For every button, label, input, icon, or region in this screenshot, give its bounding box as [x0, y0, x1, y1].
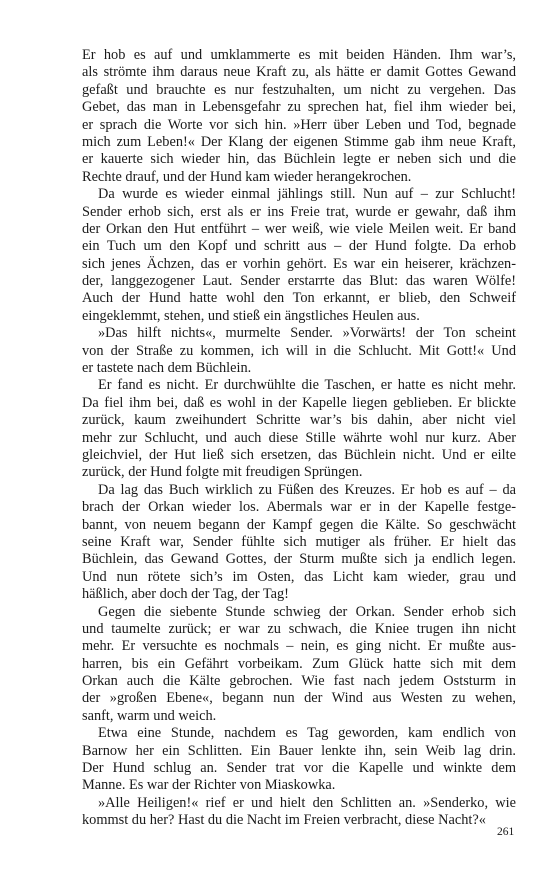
text-line: Da wurde es wieder einmal jählings still. Nun auf – zur Schlucht!	[98, 186, 516, 203]
text-line: Gebet, das man in Lebensgefahr zu sprechen hat, fiel ihm wieder bei,	[82, 99, 516, 116]
text-line: und taumelte zurück; er war zu schwach, die Kniee trugen ihn nicht	[82, 620, 516, 637]
text-line: Barnow her ein Schlitten. Ein Bauer lenkte ihn, sein Weib lag drin.	[82, 742, 516, 759]
text-line: Büchlein, das Gewand Gottes, der Sturm mußte sich ja endlich legen.	[82, 551, 516, 568]
text-line: gleichviel, der Hut ließ sich ersetzen, das Büchlein nicht. Und er eilte	[82, 446, 516, 463]
text-line: mehr zur Schlucht, und auch diese Stille währte wohl nur kurz. Aber	[82, 429, 516, 446]
text-line: Da lag das Buch wirklich zu Füßen des Kreuzes. Er hob es auf – da	[98, 481, 516, 498]
text-line: häßlich, aber doch der Tag, der Tag!	[82, 586, 289, 603]
text-line: zurück, der Hund folgte mit freudigen Sprüngen.	[82, 464, 363, 481]
body-text	[82, 47, 516, 830]
text-line: brach der Orkan wieder los. Abermals war er in der Kapelle festge-	[82, 499, 516, 516]
text-line: er kauerte sich wieder hin, das Büchlein legte er neben sich und die	[82, 151, 516, 168]
text-line: Gegen die siebente Stunde schwieg der Orkan. Sender erhob sich	[98, 603, 516, 620]
text-line: »Das hilft nichts«, murmelte Sender. »Vorwärts! der Ton scheint	[98, 325, 516, 342]
text-line: Auch der Hund hatte wohl den Ton erkannt, er blieb, den Schweif	[82, 290, 516, 307]
text-line: zurück, kaum zweihundert Schritte war’s bis dahin, aber nicht viel	[82, 412, 516, 429]
text-line: ein Tuch um den Kopf und schritt aus – der Hund folgte. Da erhob	[82, 238, 516, 255]
page-number: 261	[497, 826, 515, 838]
text-line: Orkan auch die Kälte gebrochen. Wie fast nach jedem Oststurm in	[82, 673, 516, 690]
text-line: eingeklemmt, stehen, und stieß ein ängstliches Heulen aus.	[82, 307, 420, 324]
text-line: »Alle Heiligen!« rief er und hielt den Schlitten an. »Senderko, wie	[98, 794, 516, 811]
text-line: der Orkan den Hut entführt – wer weiß, wie viele Meilen weit. Er band	[82, 220, 516, 237]
text-line: Der Hund schlug an. Sender trat vor die Kapelle und winkte dem	[82, 760, 516, 777]
text-line: Er fand es nicht. Er durchwühlte die Taschen, er hatte es nicht mehr.	[98, 377, 516, 394]
text-line: Manne. Es war der Richter von Miaskowka.	[82, 777, 336, 794]
text-line: gefaßt und brauchte es nur festzuhalten, um nicht zu vergehen. Das	[82, 81, 516, 98]
text-line: bannt, von neuem begann der Kampf gegen die Kälte. So geschwächt	[82, 516, 516, 533]
text-line: sanft, warm und weich.	[82, 707, 217, 724]
text-line: mich zum Leben!« Der Klang der eigenen Stimme gab ihm neue Kraft,	[82, 133, 516, 150]
text-line: mehr. Er versuchte es nochmals – nein, es ging nicht. Er mußte aus-	[82, 638, 516, 655]
text-line: Rechte drauf, und der Hund kam wieder herangekrochen.	[82, 168, 412, 185]
text-line: von der Straße zu kommen, ich will in die Schlucht. Mit Gott!« Und	[82, 342, 516, 359]
text-line: Er hob es auf und umklammerte es mit beiden Händen. Ihm war’s,	[82, 47, 516, 63]
text-line: er tastete nach dem Büchlein.	[82, 360, 252, 377]
text-line: der »großen Ebene«, begann nun der Wind aus Westen zu wehen,	[82, 690, 516, 707]
text-line: kommst du her? Hast du die Nacht im Freien verbracht, diese Nacht?«	[82, 812, 486, 829]
text-line: Sender erhob sich, erst als er ins Freie trat, wurde er gewahr, daß ihm	[82, 203, 516, 220]
text-line: harren, bis ein Gefährt vorbeikam. Zum Glück hatte sich mit dem	[82, 655, 516, 672]
text-line: als strömte ihm daraus neue Kraft zu, als hätte er damit Gottes Gewand	[82, 64, 516, 81]
text-line: Und nun rötete sich’s im Osten, das Licht kam wieder, grau und	[82, 568, 516, 585]
text-line: der, langgezogener Laut. Sender erstarrte das Blut: das waren Wölfe!	[82, 273, 516, 290]
text-line: seine Kraft war, Sender fühlte sich mutiger als früher. Er hielt das	[82, 533, 516, 550]
text-line: Etwa eine Stunde, nachdem es Tag geworden, kam endlich von	[98, 725, 516, 742]
text-line: er sprach die Worte vor sich hin. »Herr über Leben und Tod, begnade	[82, 116, 516, 133]
text-line: sich jenes Ächzen, das er vorhin gehört. Es war ein heiserer, krächzen-	[82, 255, 516, 272]
text-line: Da fiel ihm bei, daß es wohl in der Kapelle liegen geblieben. Er blickte	[82, 394, 516, 411]
